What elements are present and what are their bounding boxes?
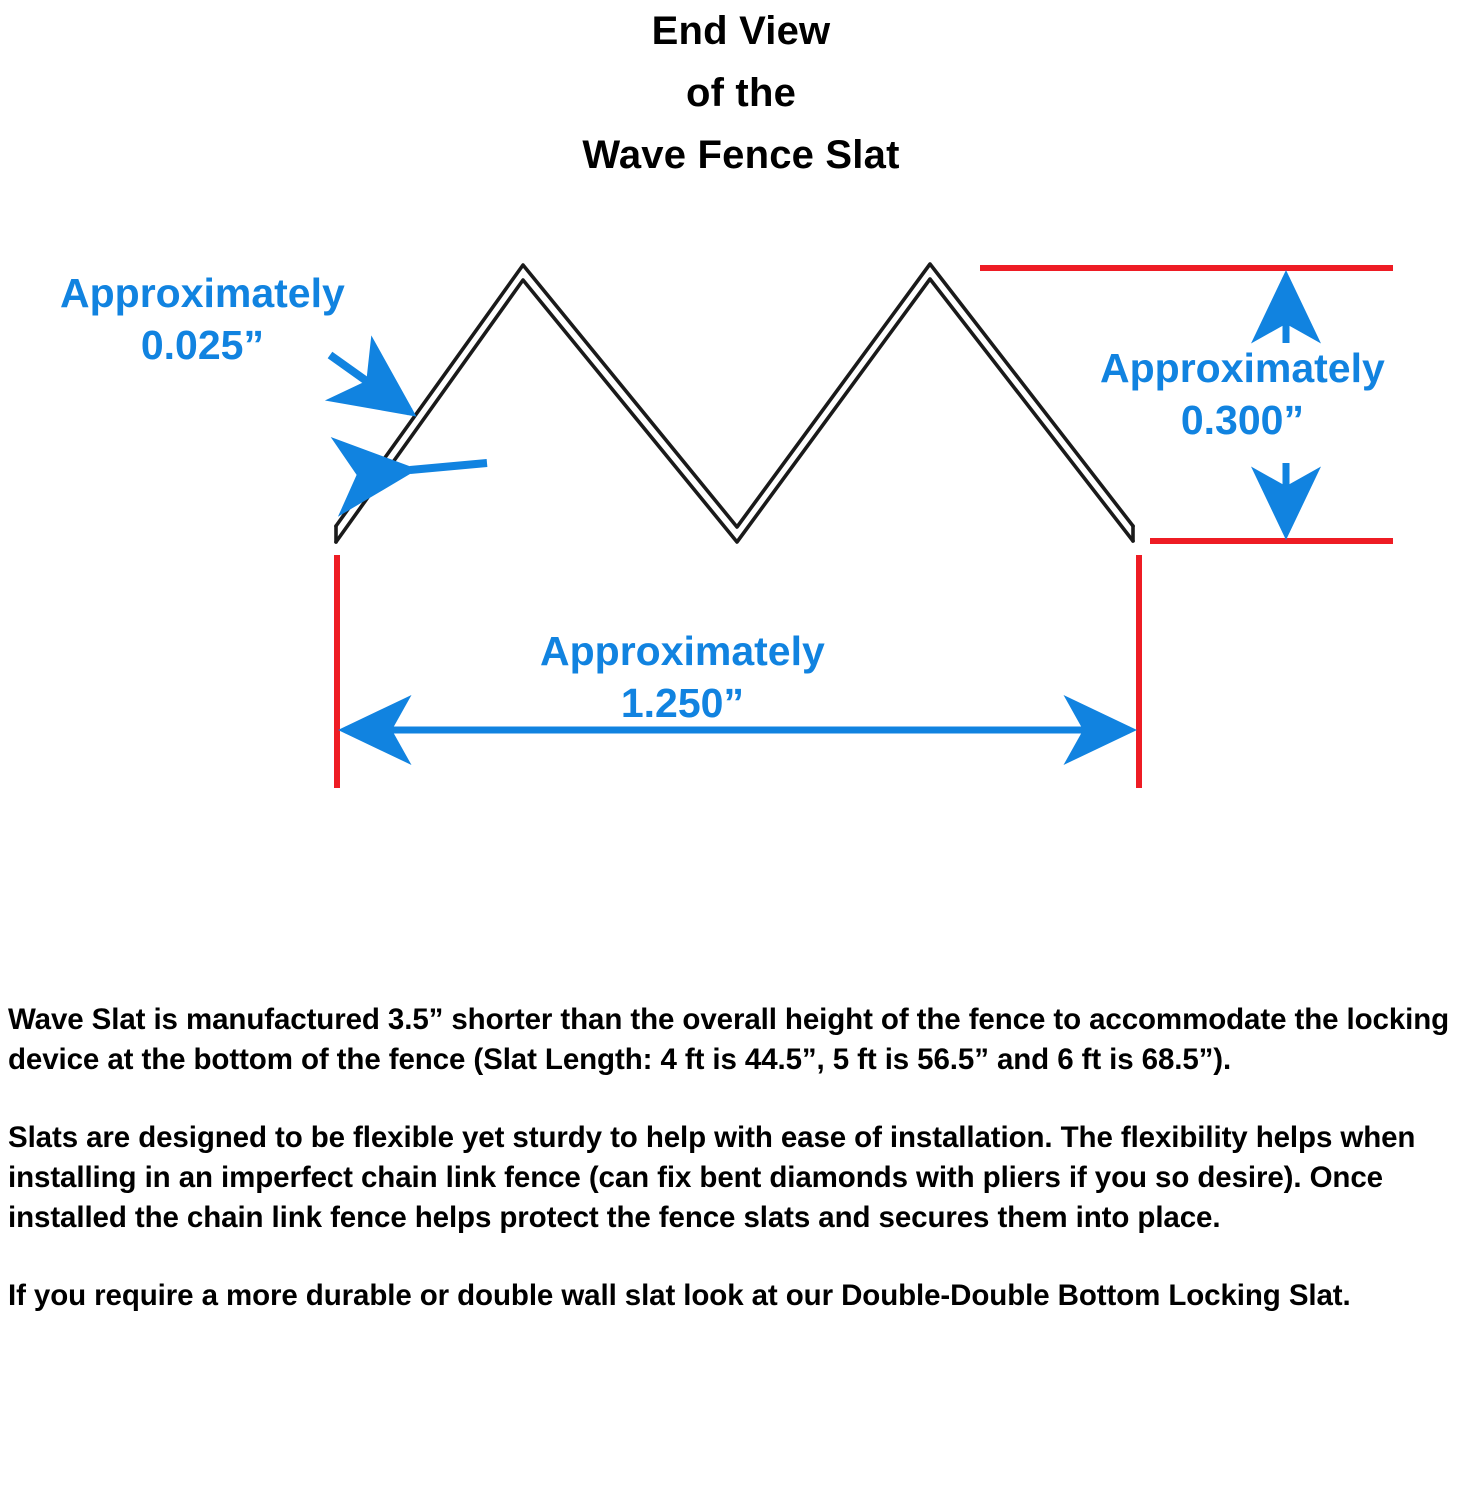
title-line-1: End View bbox=[651, 9, 831, 53]
title-line-3: Wave Fence Slat bbox=[582, 133, 900, 177]
page-title bbox=[0, 0, 1482, 186]
wave-slat-diagram bbox=[0, 215, 1482, 835]
width-label-line-2: 1.250” bbox=[620, 680, 744, 726]
height-label-line-2: 0.300” bbox=[1180, 397, 1304, 443]
description-paragraph-3: If you require a more durable or double wall slat look at our Double-Double Bottom Locking Slat. bbox=[8, 1279, 1351, 1312]
slat-profile-icon bbox=[336, 264, 1133, 542]
height-dimension-label bbox=[1100, 342, 1385, 446]
description-text bbox=[8, 1000, 1468, 1316]
description-paragraph-2: Slats are designed to be flexible yet sturdy to help with ease of installation. The flexibility helps when installing in an imperfect chain link fence (can fix bent diamonds with pliers if you so desire). Once installed the chain link fence helps protect the fence slats and secures them into place. bbox=[8, 1121, 1416, 1234]
width-label-line-1: Approximately bbox=[540, 628, 825, 674]
thickness-dimension-label bbox=[60, 267, 345, 371]
thickness-label-line-2: 0.025” bbox=[140, 322, 264, 368]
width-dimension-label bbox=[540, 625, 825, 729]
thickness-leader-arrows bbox=[330, 355, 487, 470]
height-label-line-1: Approximately bbox=[1100, 345, 1385, 391]
thickness-arrow-inner bbox=[410, 463, 487, 470]
description-paragraph-1: Wave Slat is manufactured 3.5” shorter than the overall height of the fence to accommodate the locking device at the bottom of the fence (Slat Length: 4 ft is 44.5”, 5 ft is 56.5” and 6 ft is 68.5”). bbox=[8, 1003, 1450, 1076]
thickness-label-line-1: Approximately bbox=[60, 270, 345, 316]
title-line-2: of the bbox=[685, 71, 797, 115]
